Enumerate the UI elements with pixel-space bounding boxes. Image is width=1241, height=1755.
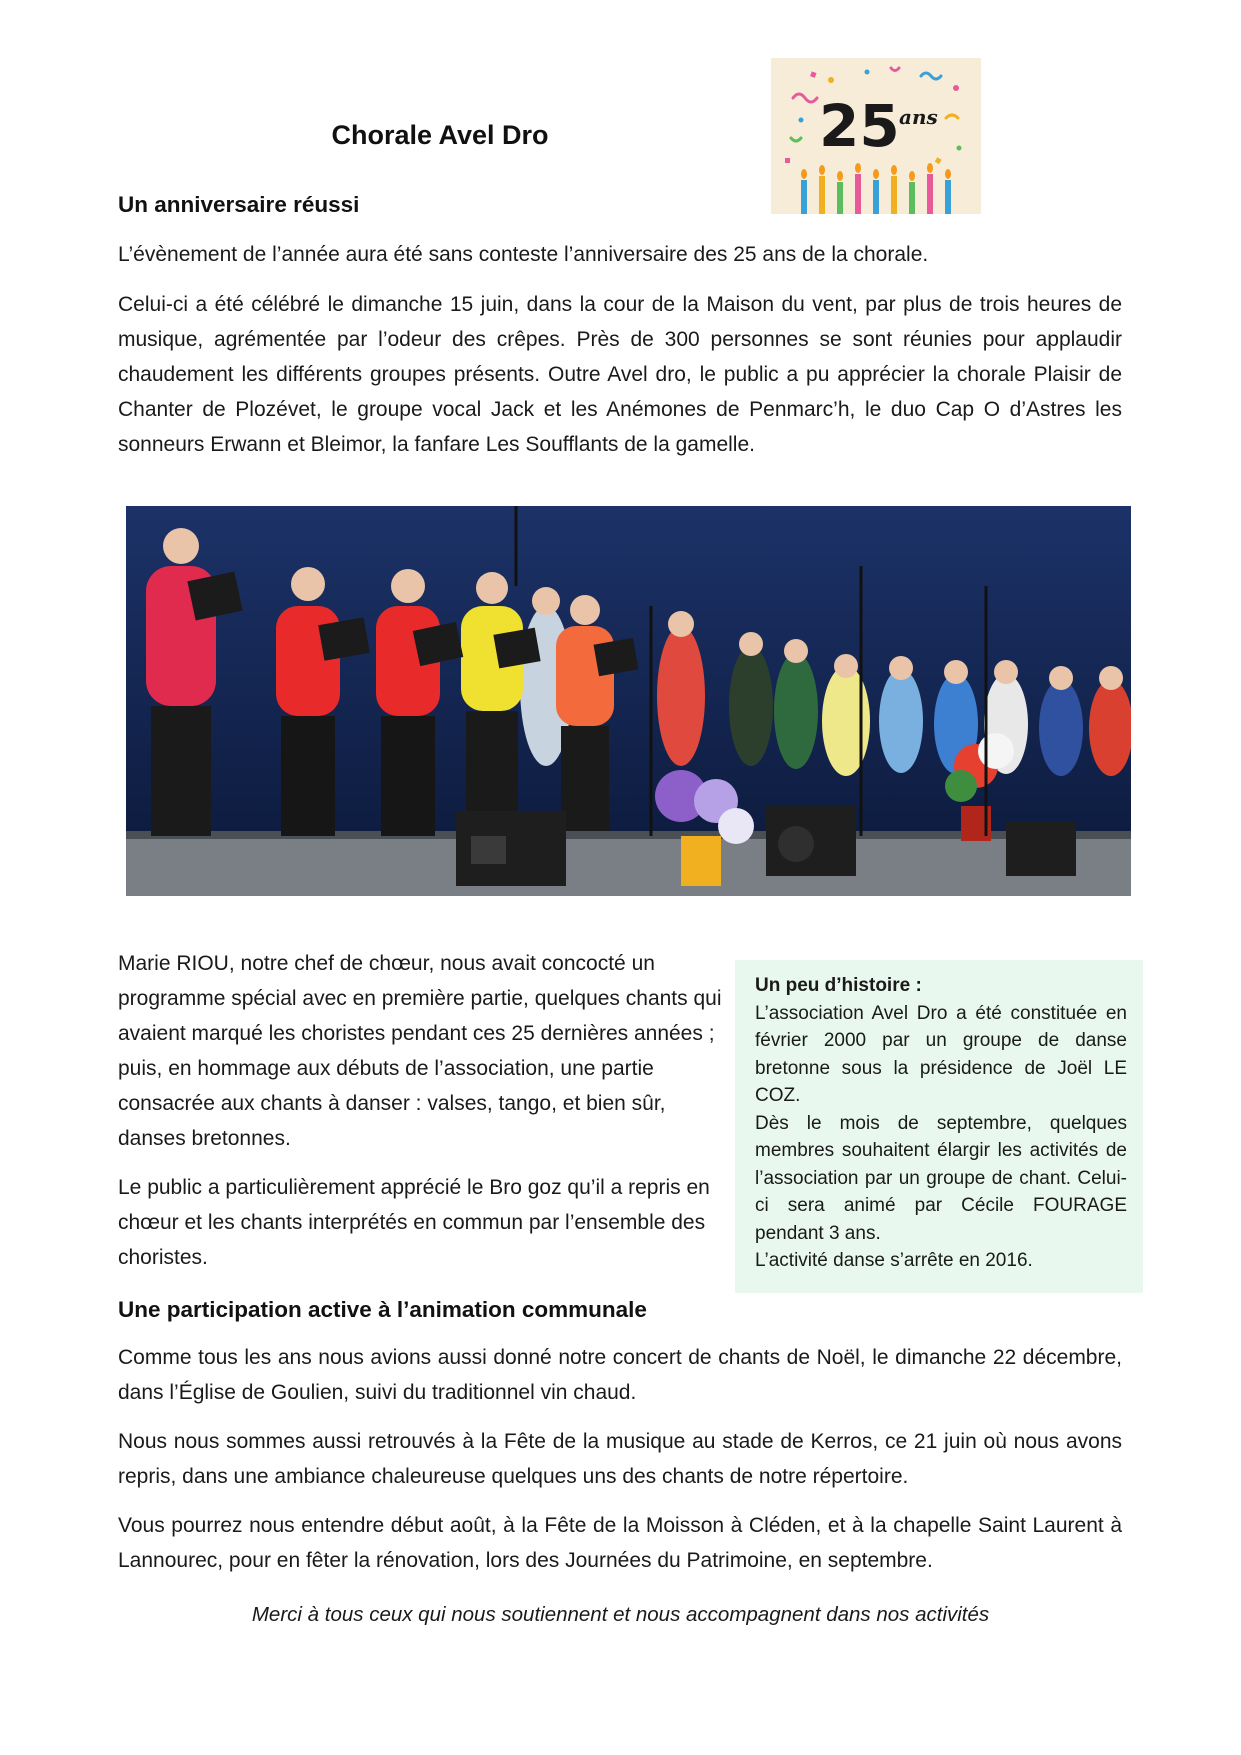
intro-paragraph: L’évènement de l’année aura été sans conteste l’anniversaire des 25 ans de la chorale. xyxy=(118,243,929,266)
section-heading-animation: Une participation active à l’animation communale xyxy=(118,1297,647,1322)
program-paragraph: Marie RIOU, notre chef de chœur, nous avait concocté un programme spécial avec en première partie, quelques chants qui avaient marqué les choristes pendant ces 25 dernières années ; puis, en hommage aux débuts de l’association, une partie consacrée aux chants à danser : valses, tango, et bien sûr, danses bretonnes. xyxy=(118,952,722,1150)
section-heading-anniversary: Un anniversaire réussi xyxy=(118,192,360,217)
history-paragraph-3: L’activité danse s’arrête en 2016. xyxy=(755,1250,1033,1271)
christmas-concert-paragraph: Comme tous les ans nous avions aussi donné notre concert de chants de Noël, le dimanche 22 décembre, dans l’Église de Goulien, suivi du traditionnel vin chaud. xyxy=(118,1346,1122,1404)
history-paragraph-1: L’association Avel Dro a été constituée en février 2000 par un groupe de danse bretonne sous la présidence de Joël LE COZ. xyxy=(755,1002,1127,1106)
upcoming-events-paragraph: Vous pourrez nous entendre début août, à la Fête de la Moisson à Cléden, et à la chapelle Saint Laurent à Lannourec, pour en fêter la rénovation, lors des Journées du Patrimoine, en septembre. xyxy=(118,1514,1122,1572)
history-title: Un peu d’histoire : xyxy=(755,975,922,996)
page-title: Chorale Avel Dro xyxy=(331,120,549,150)
anniversary-logo xyxy=(771,58,981,214)
history-paragraph-2: Dès le mois de septembre, quelques membres souhaitent élargir les activités de l’association par un groupe de chant. Celui-ci sera animé par Cécile FOURAGE pendant 3 ans. xyxy=(755,1112,1127,1244)
closing-note: Merci à tous ceux qui nous soutiennent et nous accompagnent dans nos activités xyxy=(251,1603,990,1626)
logo-subtext: ans xyxy=(899,105,938,129)
fete-musique-paragraph: Nous nous sommes aussi retrouvés à la Fête de la musique au stade de Kerros, ce 21 juin où nous avons repris, dans une ambiance chaleureuse quelques uns des chants de notre répertoire. xyxy=(118,1430,1122,1488)
anniversary-paragraph: Celui-ci a été célébré le dimanche 15 juin, dans la cour de la Maison du vent, par plus de trois heures de musique, agrémentée par l’odeur des crêpes. Près de 300 personnes se sont réunies pour applaudir chaudement les différents groupes présents. Outre Avel dro, le public a pu apprécier la chorale Plaisir de Chanter de Plozévet, le groupe vocal Jack et les Anémones de Penmarc’h, le duo Cap O d’Astres les sonneurs Erwann et Bleimor, la fanfare Les Soufflants de la gamelle. xyxy=(118,293,1122,456)
choir-photo xyxy=(126,506,1131,896)
logo-number: 25 xyxy=(819,92,900,160)
public-paragraph: Le public a particulièrement apprécié le Bro goz qu’il a repris en chœur et les chants interprétés en commun par l’ensemble des choristes. xyxy=(118,1176,710,1269)
history-box xyxy=(735,960,1143,1293)
